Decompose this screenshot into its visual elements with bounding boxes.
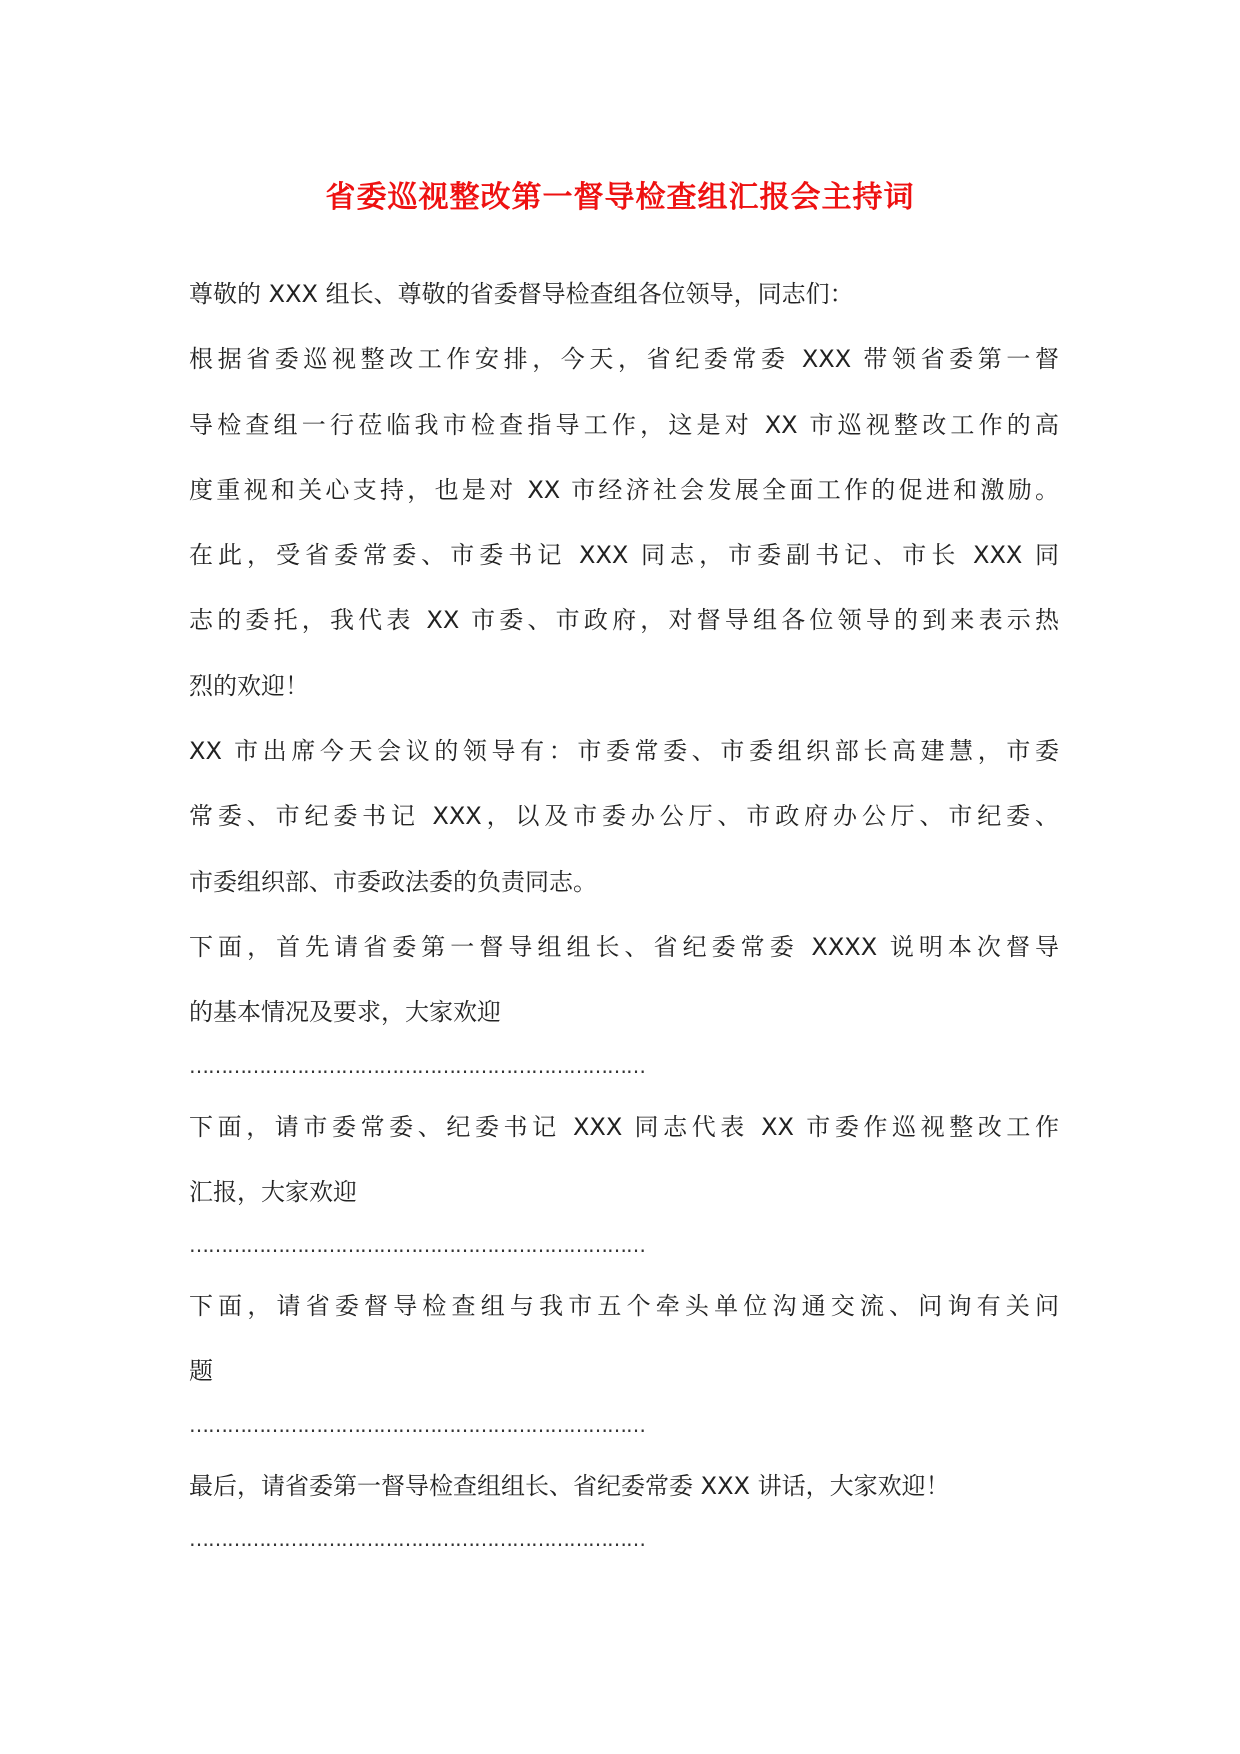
text-line: 下面，请省委督导检查组与我市五个牵头单位沟通交流、问询有关问: [189, 1292, 1059, 1321]
text-line: 题: [189, 1357, 213, 1386]
text-line: 志的委托，我代表 XX 市委、市政府，对督导组各位领导的到来表示热: [189, 606, 1059, 635]
text-line: 导检查组一行莅临我市检查指导工作，这是对 XX 市巡视整改工作的高: [189, 410, 1059, 439]
text-line: 的基本情况及要求，大家欢迎: [189, 998, 501, 1027]
paragraph: [189, 327, 1059, 719]
paragraph: [189, 719, 1059, 915]
document-title: 省委巡视整改第一督导检查组汇报会主持词: [325, 180, 915, 215]
ellipsis-line: ………………………………………………………………: [189, 1233, 645, 1258]
text-line: 最后，请省委第一督导检查组组长、省纪委常委 XXX 讲话，大家欢迎！: [189, 1471, 950, 1500]
text-line: 度重视和关心支持，也是对 XX 市经济社会发展全面工作的促进和激励。: [189, 475, 1059, 504]
text-line: XX 市出席今天会议的领导有：市委常委、市委组织部长高建慧，市委: [189, 737, 1059, 766]
text-line: 下面，请市委常委、纪委书记 XXX 同志代表 XX 市委作巡视整改工作: [189, 1112, 1059, 1141]
text-line: 烈的欢迎！: [189, 671, 309, 700]
paragraph: [189, 1454, 1059, 1568]
paragraph: [189, 1274, 1059, 1454]
paragraph: [189, 262, 1059, 327]
text-line: 在此，受省委常委、市委书记 XXX 同志，市委副书记、市长 XXX 同: [189, 541, 1059, 570]
paragraph: [189, 1095, 1059, 1275]
text-line: 根据省委巡视整改工作安排，今天，省纪委常委 XXX 带领省委第一督: [189, 345, 1059, 374]
text-line: 市委组织部、市委政法委的负责同志。: [189, 867, 597, 896]
paragraph: [189, 915, 1059, 1095]
ellipsis-line: ………………………………………………………………: [189, 1053, 645, 1078]
text-line: 常委、市纪委书记 XXX，以及市委办公厅、市政府办公厅、市纪委、: [189, 802, 1059, 831]
text-line: 汇报，大家欢迎: [189, 1177, 357, 1206]
ellipsis-line: ………………………………………………………………: [189, 1412, 645, 1437]
document-body: [189, 262, 1059, 1568]
text-line: 下面，首先请省委第一督导组组长、省纪委常委 XXXX 说明本次督导: [189, 932, 1059, 961]
ellipsis-line: ………………………………………………………………: [189, 1527, 645, 1552]
text-line: 尊敬的 XXX 组长、尊敬的省委督导检查组各位领导，同志们：: [189, 280, 854, 308]
